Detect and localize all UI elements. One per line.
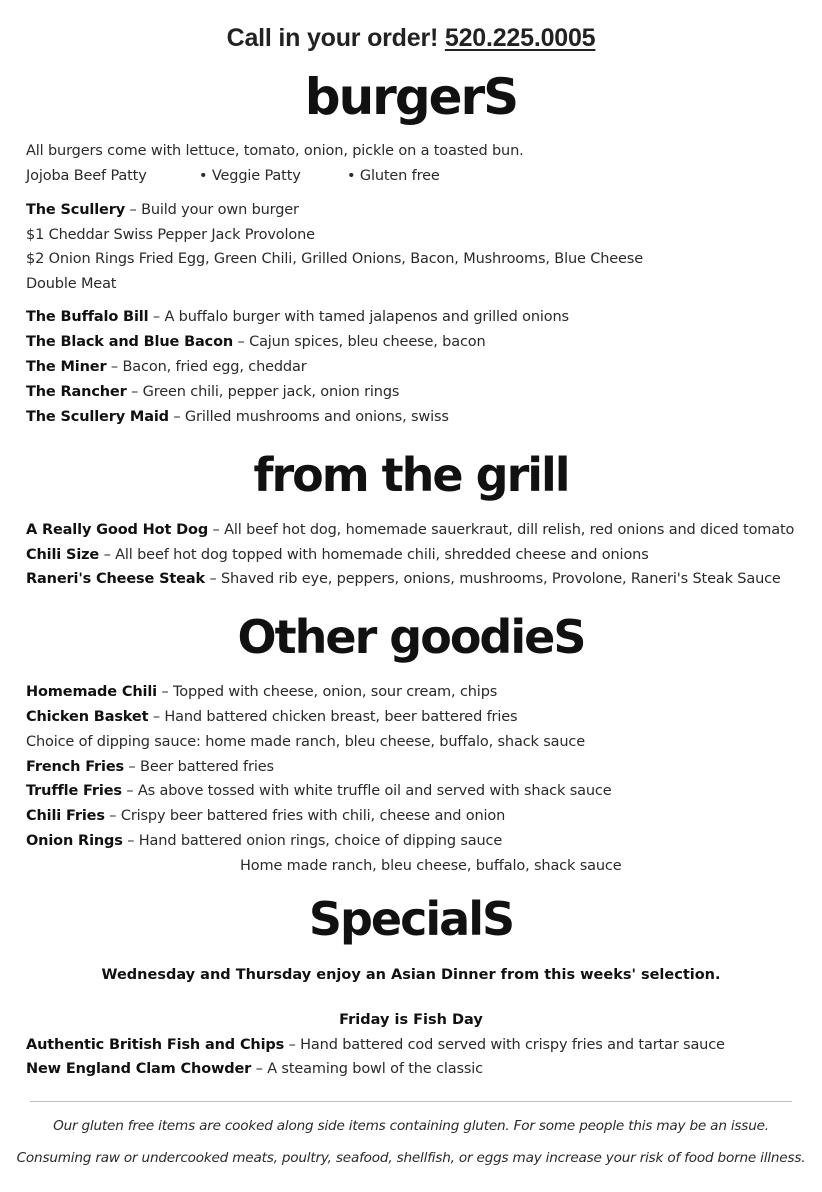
goodies-heading: Other goodieS [237,610,585,664]
scullery-addon-3: Double Meat [26,276,117,292]
phone-link[interactable]: 520.225.0005 [444,24,596,52]
scullery-addon-1: $1 Cheddar Swiss Pepper Jack Provolone [26,227,315,243]
item-name: The Scullery [26,202,126,218]
item-desc: – All beef hot dog topped with homemade chili, shredded cheese and onions [99,547,649,563]
item-desc: – Grilled mushrooms and onions, swiss [168,409,449,425]
item-desc: – Cajun spices, bleu cheese, bacon [233,334,486,350]
menu-item [26,759,274,775]
item-name: Chili Size [26,547,100,563]
call-text: Call in your order! [226,24,439,52]
item-desc: – Hand battered onion rings, choice of dipping sauce [122,833,503,849]
item-name: The Black and Blue Bacon [26,334,234,350]
menu-item [26,808,505,824]
item-name: Homemade Chili [26,684,157,700]
item-name: French Fries [26,759,125,775]
footer-divider [30,1101,792,1102]
item-name: A Really Good Hot Dog [26,522,209,538]
item-name: New England Clam Chowder [26,1061,252,1077]
item-name: Onion Rings [26,833,123,849]
menu-item [26,522,794,538]
fish-day-note: Friday is Fish Day [339,1012,483,1028]
item-desc: – Beer battered fries [124,759,274,775]
menu-item [26,833,502,849]
menu-item-chili [26,684,497,700]
menu-item [26,359,307,375]
item-desc: – Crispy beer battered fries with chili, cheese and onion [104,808,506,824]
item-name: Chicken Basket [26,709,149,725]
patty-option-veggie: • Veggie Patty [199,168,301,184]
menu-item [26,571,781,587]
grill-heading: from the grill [253,448,569,502]
item-name: Authentic British Fish and Chips [26,1037,285,1053]
dipping-sauce-note: Choice of dipping sauce: home made ranch, bleu cheese, buffalo, shack sauce [26,734,586,750]
menu-item [26,1061,483,1077]
menu-item [26,309,569,325]
burgers-intro: All burgers come with lettuce, tomato, onion, pickle on a toasted bun. [26,143,524,159]
specials-heading: SpecialS [308,892,514,946]
item-desc: – Topped with cheese, onion, sour cream, chips [156,684,498,700]
menu-item [26,783,611,799]
item-desc: – Hand battered cod served with crispy fries and tartar sauce [284,1037,725,1053]
item-name: The Rancher [26,384,127,400]
item-desc: – A buffalo burger with tamed jalapenos and grilled onions [148,309,569,325]
item-desc: – As above tossed with white truffle oil and served with shack sauce [121,783,612,799]
item-name: The Scullery Maid [26,409,169,425]
item-name: The Buffalo Bill [26,309,149,325]
item-desc: – Build your own burger [125,202,299,218]
item-name: Raneri's Cheese Steak [26,571,205,587]
item-desc: – Green chili, pepper jack, onion rings [126,384,400,400]
menu-item-scullery [26,202,299,218]
asian-dinner-note: Wednesday and Thursday enjoy an Asian Dinner from this weeks' selection. [101,967,721,983]
patty-option-beef: Jojoba Beef Patty [26,168,147,184]
menu-item-chicken [26,709,517,725]
patty-option-gluten-free: • Gluten free [347,168,440,184]
raw-food-disclaimer: Consuming raw or undercooked meats, poultry, seafood, shellfish, or eggs may increase your risk of food borne illness. [16,1150,806,1166]
patty-options [26,168,440,184]
item-desc: – Shaved rib eye, peppers, onions, mushrooms, Provolone, Raneri's Steak Sauce [204,571,781,587]
item-desc: – Bacon, fried egg, cheddar [106,359,307,375]
menu-item [26,1037,725,1053]
item-name: Chili Fries [26,808,105,824]
item-desc: – A steaming bowl of the classic [251,1061,483,1077]
item-name: Truffle Fries [26,783,122,799]
item-desc: – Hand battered chicken breast, beer battered fries [148,709,518,725]
menu-item [26,334,486,350]
menu-item [26,384,399,400]
gluten-disclaimer: Our gluten free items are cooked along side items containing gluten. For some people this may be an issue. [53,1118,769,1134]
scullery-addon-2: $2 Onion Rings Fried Egg, Green Chili, Grilled Onions, Bacon, Mushrooms, Blue Cheese [26,251,643,267]
item-desc: – All beef hot dog, homemade sauerkraut, dill relish, red onions and diced tomato [208,522,795,538]
call-to-order [0,24,822,53]
burgers-heading: burgerS [304,68,518,126]
menu-item [26,547,649,563]
onion-ring-sauces: Home made ranch, bleu cheese, buffalo, shack sauce [240,858,622,874]
item-name: The Miner [26,359,107,375]
menu-item [26,409,449,425]
